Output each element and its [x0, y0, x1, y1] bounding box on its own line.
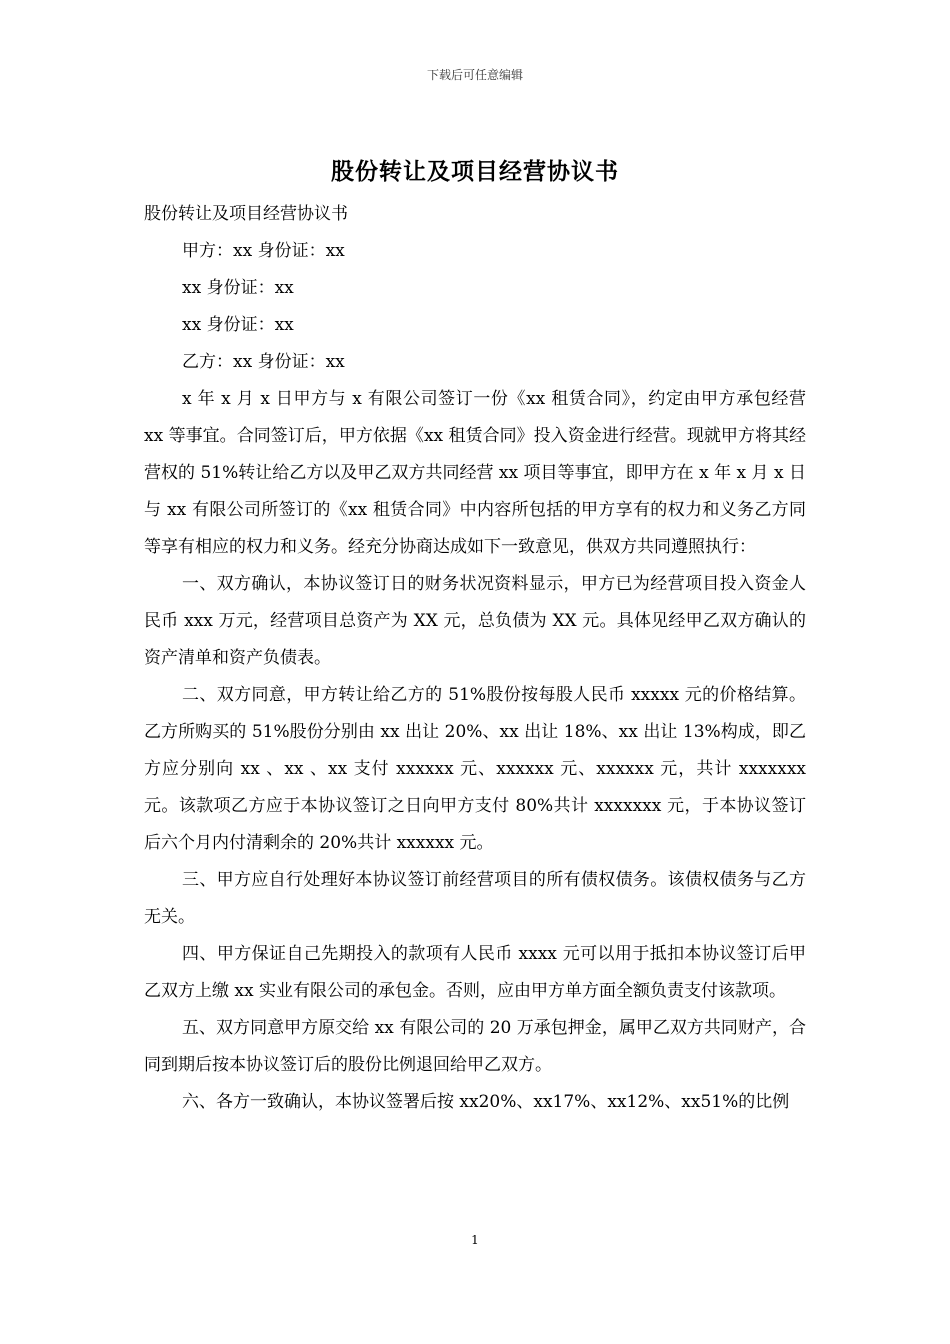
clause-6-paragraph: 六、各方一致确认，本协议签署后按 xx20%、xx17%、xx12%、xx51%的比例 [182, 1092, 790, 1112]
clause-3-paragraph: 三、甲方应自行处理好本协议签订前经营项目的所有债权债务。该债权债务与乙方无关。 [144, 870, 806, 927]
clause-4-paragraph: 四、甲方保证自己先期投入的款项有人民币 xxxx 元可以用于抵扣本协议签订后甲乙双方上缴 xx 实业有限公司的承包金。否则，应由甲方单方面全额负责支付该款项。 [144, 944, 806, 1001]
subtitle-paragraph: 股份转让及项目经营协议书 [144, 204, 348, 224]
document-body [144, 196, 806, 1121]
party-a-member-line: xx 身份证：xx [182, 315, 294, 335]
preamble-paragraph: x 年 x 月 x 日甲方与 x 有限公司签订一份《xx 租赁合同》，约定由甲方承包经营 xx 等事宜。合同签订后，甲方依据《xx 租赁合同》投入资金进行经营。现就甲方将其经营权的 51%转让给乙方以及甲乙双方共同经营 xx 项目等事宜，即甲方在 x 年 x 月 x 日与 xx 有限公司所签订的《xx 租赁合同》中内容所包括的甲方享有的权力和义务乙方同等享有相应的权力和义务。经充分协商达成如下一致意见，供双方共同遵照执行： [144, 389, 806, 557]
party-b-line: 乙方：xx 身份证：xx [182, 352, 345, 372]
clause-5-paragraph: 五、双方同意甲方原交给 xx 有限公司的 20 万承包押金，属甲乙双方共同财产，合同到期后按本协议签订后的股份比例退回给甲乙双方。 [144, 1018, 806, 1075]
party-a-member-line: xx 身份证：xx [182, 278, 294, 298]
page-header-note: 下载后可任意编辑 [426, 68, 523, 82]
clause-1-paragraph: 一、双方确认，本协议签订日的财务状况资料显示，甲方已为经营项目投入资金人民币 xxx 万元，经营项目总资产为 XX 元，总负债为 XX 元。具体见经甲乙双方确认的资产清单和资产负债表。 [144, 574, 806, 668]
party-a-line: 甲方：xx 身份证：xx [182, 241, 345, 261]
document-title: 股份转让及项目经营协议书 [331, 158, 619, 185]
clause-2-paragraph: 二、双方同意，甲方转让给乙方的 51%股份按每股人民币 xxxxx 元的价格结算。乙方所购买的 51%股份分别由 xx 出让 20%、xx 出让 18%、xx 出让 13%构成，即乙方应分别向 xx 、xx 、xx 支付 xxxxxx 元、xxxxxx 元、xxxxxx 元，共计 xxxxxxx 元。该款项乙方应于本协议签订之日向甲方支付 80%共计 xxxxxxx 元，于本协议签订后六个月内付清剩余的 20%共计 xxxxxx 元。 [144, 685, 806, 853]
page-number: 1 [471, 1233, 479, 1247]
